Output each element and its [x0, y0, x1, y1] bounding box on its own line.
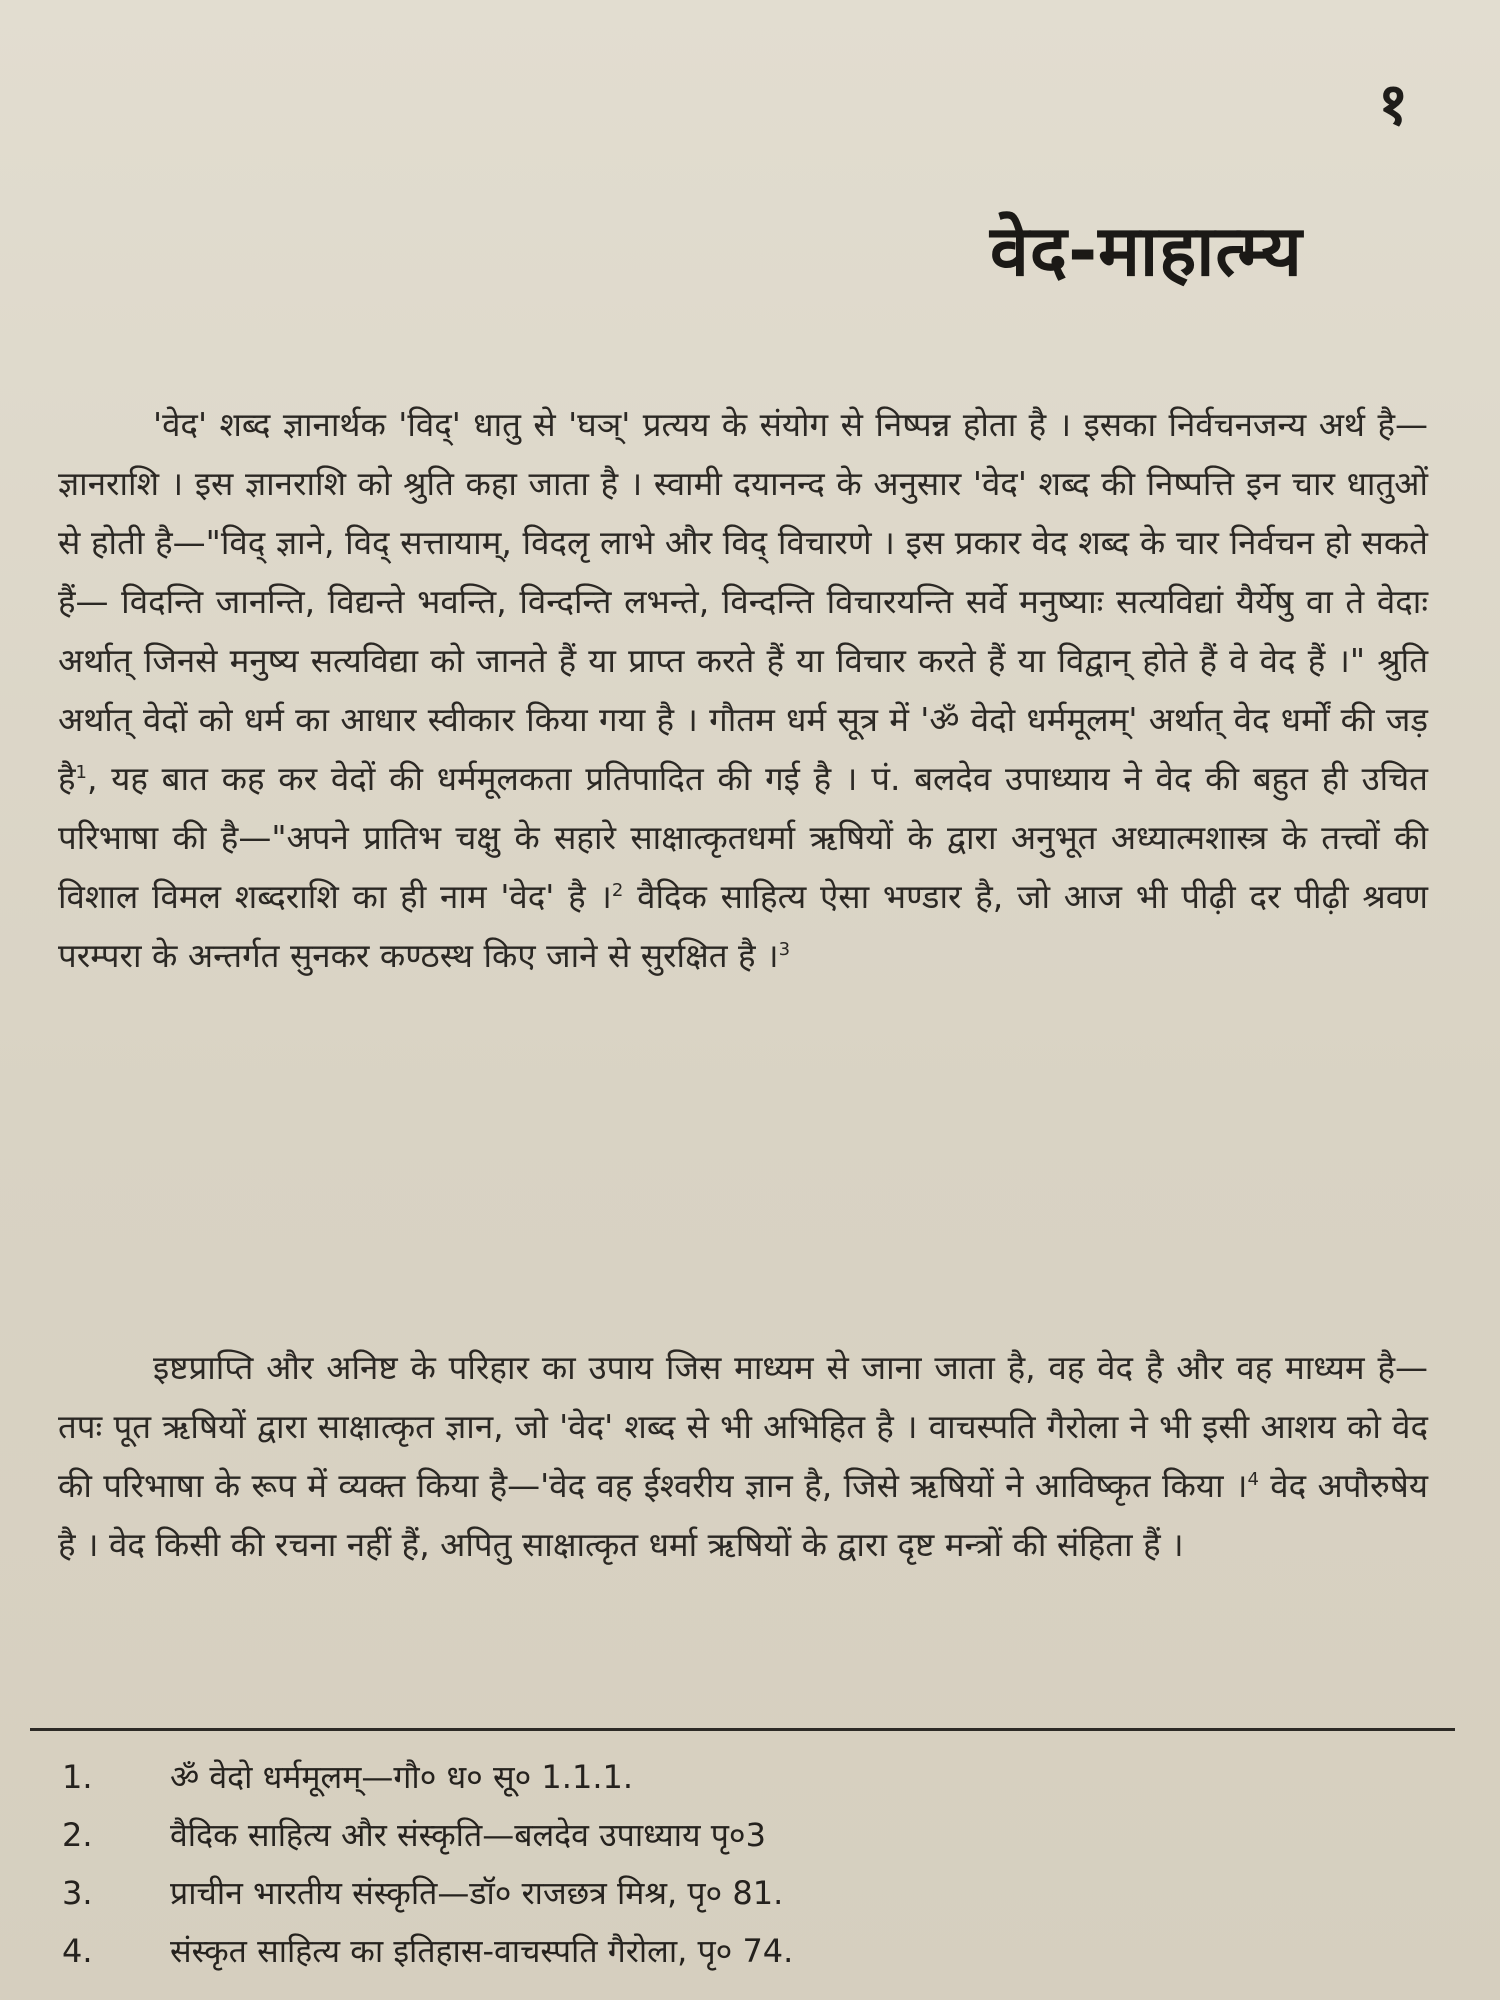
- paragraph-2-segment-1: इष्टप्राप्ति और अनिष्ट के परिहार का उपाय जिस माध्यम से जाना जाता है, वह वेद है और वह माध्यम है— तपः पूत ऋषियों द्वारा साक्षात्कृत ज्ञान, जो 'वेद' शब्द से भी अभिहित है । वाचस्पति गैरोला ने भी इसी आशय को वेद की परिभाषा के रूप में व्यक्त किया है—'वेद वह ईश्वरीय ज्ञान है, जिसे ऋषियों ने आविष्कृत किया ।: [58, 1348, 1428, 1505]
- footnote-item: [62, 1922, 1442, 1980]
- footnote-text: वैदिक साहित्य और संस्कृति—बलदेव उपाध्याय पृ०3: [170, 1816, 766, 1854]
- footnote-ref-2: 2: [611, 880, 624, 901]
- footnote-ref-3: 3: [778, 939, 791, 960]
- footnote-item: [62, 1864, 1442, 1922]
- paragraph-1-segment-3: वैदिक साहित्य ऐसा भण्डार है, जो आज भी पीढ़ी दर पीढ़ी श्रवण परम्परा के अन्तर्गत सुनकर कण्ठस्थ किए जाने से सुरक्षित है ।: [58, 877, 1428, 975]
- paragraph-2: [58, 1338, 1428, 1574]
- footnote-ref-4: 4: [1247, 1469, 1259, 1490]
- chapter-title: वेद-माहात्म्य: [990, 210, 1303, 292]
- footnote-divider: [30, 1728, 1455, 1731]
- paragraph-1-segment-2: , यह बात कह कर वेदों की धर्ममूलकता प्रतिपादित की गई है । पं. बलदेव उपाध्याय ने वेद की बहुत ही उचित परिभाषा की है—"अपने प्रातिभ चक्षु के सहारे साक्षात्कृतधर्मा ऋषियों के द्वारा अनुभूत अध्यात्मशास्त्र के तत्त्वों की विशाल विमल शब्दराशि का ही नाम 'वेद' है ।: [58, 759, 1428, 916]
- footnote-text: प्राचीन भारतीय संस्कृति—डॉ० राजछत्र मिश्र, पृ० 81.: [170, 1874, 784, 1912]
- paragraph-2-segment-2: वेद अपौरुषेय है । वेद किसी की रचना नहीं हैं, अपितु साक्षात्कृत धर्मा ऋषियों के द्वारा दृष्ट मन्त्रों की संहिता हैं ।: [58, 1466, 1428, 1564]
- footnote-number: 4.: [62, 1932, 93, 1970]
- footnote-ref-1: 1: [75, 762, 87, 783]
- footnote-text: ॐ वेदो धर्ममूलम्—गौ० ध० सू० 1.1.1.: [170, 1758, 634, 1796]
- paragraph-1-segment-1: 'वेद' शब्द ज्ञानार्थक 'विद्' धातु से 'घञ्' प्रत्यय के संयोग से निष्पन्न होता है । इसका निर्वचनजन्य अर्थ है—ज्ञानराशि । इस ज्ञानराशि को श्रुति कहा जाता है । स्वामी दयानन्द के अनुसार 'वेद' शब्द की निष्पत्ति इन चार धातुओं से होती है—"विद् ज्ञाने, विद् सत्तायाम्, विदलृ लाभे और विद् विचारणे । इस प्रकार वेद शब्द के चार निर्वचन हो सकते हैं— विदन्ति जानन्ति, विद्यन्ते भवन्ति, विन्दन्ति लभन्ते, विन्दन्ति विचारयन्ति सर्वे मनुष्याः सत्यविद्यां यैर्येषु वा ते वेदाः अर्थात् जिनसे मनुष्य सत्यविद्या को जानते हैं या प्राप्त करते हैं या विचार करते हैं या विद्वान् होते हैं वे वेद हैं ।" श्रुति अर्थात् वेदों को धर्म का आधार स्वीकार किया गया है । गौतम धर्म सूत्र में 'ॐ वेदो धर्ममूलम्' अर्थात् वेद धर्मों की जड़ है: [58, 405, 1428, 798]
- footnote-item: [62, 1748, 1442, 1806]
- footnote-text: संस्कृत साहित्य का इतिहास-वाचस्पति गैरोला, पृ० 74.: [170, 1932, 794, 1970]
- footnotes-list: [62, 1748, 1442, 1980]
- paragraph-1: [58, 395, 1428, 985]
- footnote-number: 2.: [62, 1816, 93, 1854]
- footnote-item: [62, 1806, 1442, 1864]
- footnote-number: 1.: [62, 1758, 93, 1796]
- footnote-number: 3.: [62, 1874, 93, 1912]
- page-number: १: [1378, 70, 1409, 138]
